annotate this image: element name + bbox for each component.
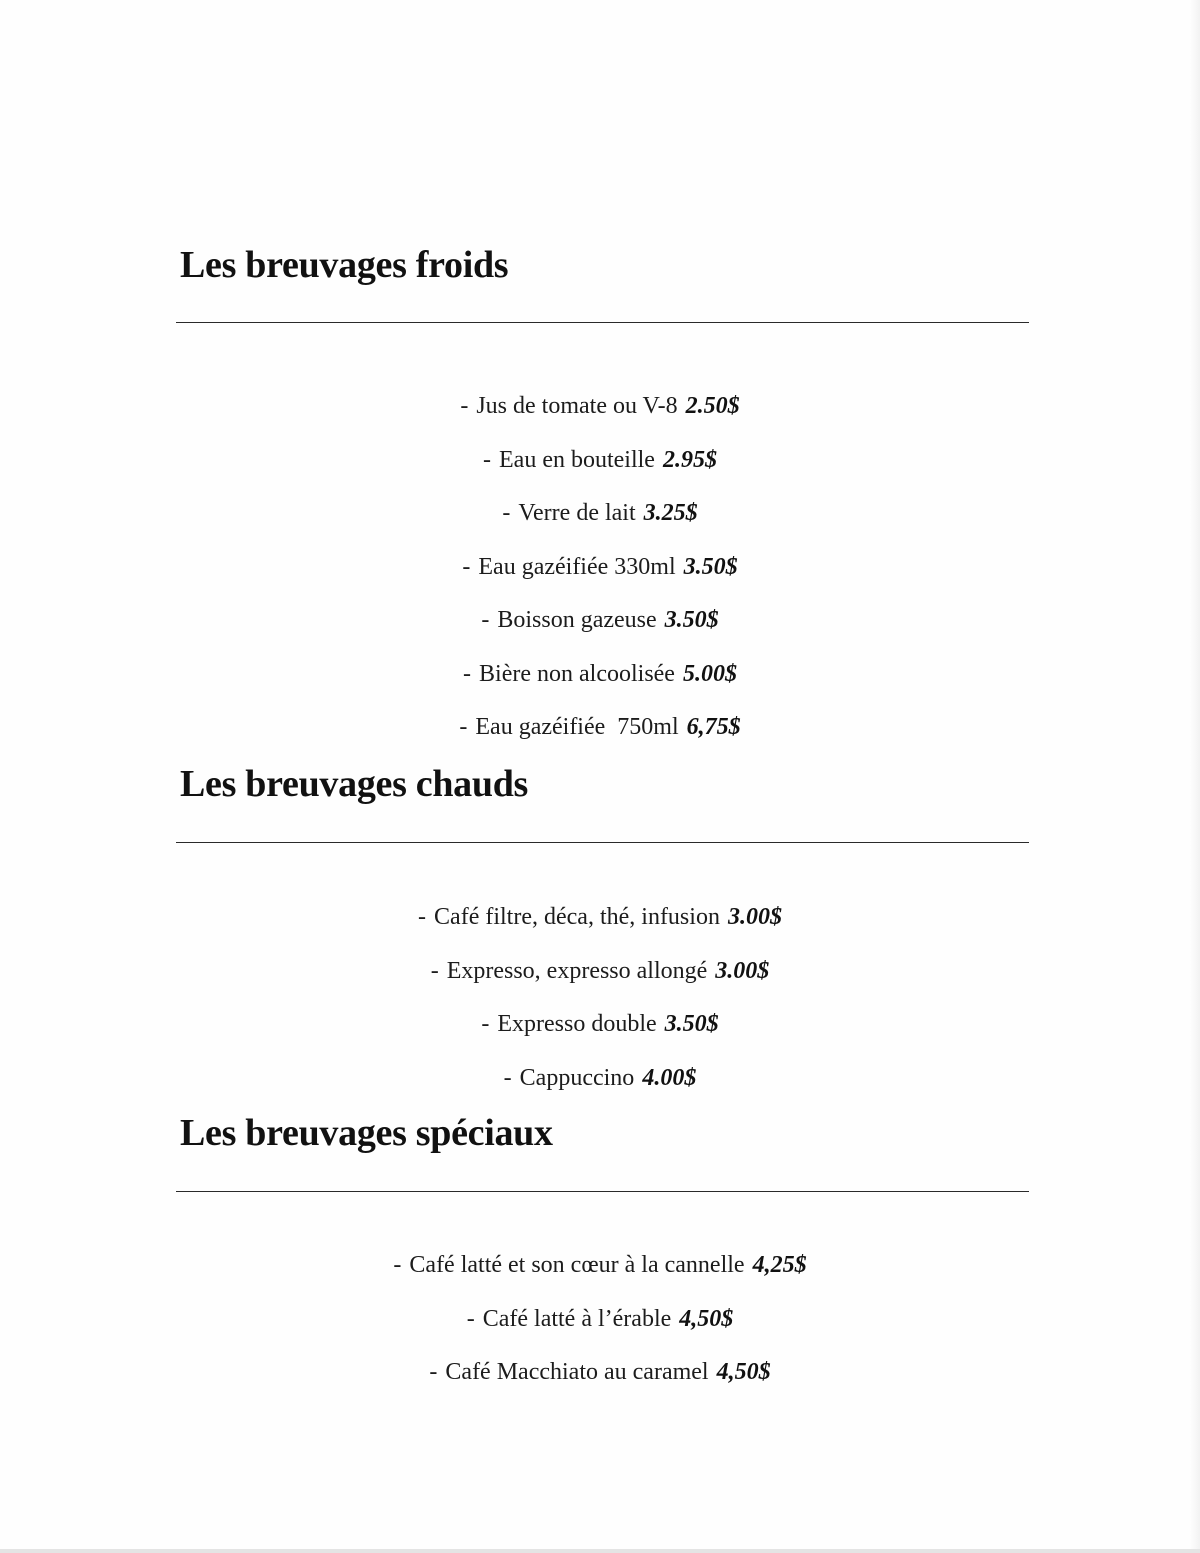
item-price: 4,50$	[716, 1359, 771, 1385]
item-price: 4.00$	[642, 1064, 697, 1091]
item-price: 3.25$	[643, 500, 698, 526]
item-price: 4,25$	[752, 1252, 807, 1278]
section-title: Les breuvages chauds	[180, 763, 529, 805]
item-dash: -	[483, 446, 492, 473]
menu-item	[0, 1293, 1200, 1347]
menu-item	[0, 891, 1200, 945]
item-name: Cappuccino	[519, 1064, 635, 1091]
item-dash: -	[462, 553, 471, 580]
item-dash: -	[460, 393, 469, 419]
menu-item	[0, 648, 1200, 702]
menu-item	[0, 594, 1200, 648]
item-price: 5.00$	[682, 660, 737, 687]
menu-list	[0, 1239, 1200, 1400]
item-name: Expresso, expresso allongé	[446, 957, 708, 984]
section-divider	[176, 322, 1029, 323]
item-dash: -	[418, 904, 427, 930]
item-name: Café filtre, déca, thé, infusion	[434, 904, 720, 930]
item-name: Verre de lait	[518, 500, 636, 526]
item-dash: -	[459, 714, 468, 740]
section-divider	[176, 1191, 1029, 1192]
item-name: Eau gazéifiée 750ml	[475, 714, 679, 740]
item-dash: -	[393, 1252, 402, 1278]
item-price: 3.50$	[664, 607, 719, 633]
item-dash: -	[429, 1359, 438, 1385]
item-price: 3.50$	[664, 1011, 719, 1037]
item-name: Eau en bouteille	[499, 446, 655, 473]
item-name: Bière non alcoolisée	[479, 660, 675, 687]
menu-item	[0, 541, 1200, 595]
item-dash: -	[463, 660, 472, 687]
menu-item	[0, 1346, 1200, 1400]
item-name: Eau gazéifiée 330ml	[478, 553, 676, 580]
menu-item	[0, 998, 1200, 1052]
item-name: Café latté à l’érable	[482, 1305, 672, 1332]
menu-item	[0, 380, 1200, 434]
item-dash: -	[481, 607, 490, 633]
item-name: Café latté et son cœur à la cannelle	[409, 1252, 745, 1278]
menu-list	[0, 891, 1200, 1105]
item-price: 2.95$	[662, 446, 717, 473]
item-price: 2.50$	[685, 393, 740, 419]
item-dash: -	[481, 1011, 490, 1037]
item-price: 3.00$	[715, 957, 770, 984]
menu-item	[0, 945, 1200, 999]
item-name: Boisson gazeuse	[497, 607, 657, 633]
item-price: 4,50$	[679, 1305, 734, 1332]
menu-item	[0, 1239, 1200, 1293]
menu-item	[0, 701, 1200, 755]
menu-item	[0, 487, 1200, 541]
section-title: Les breuvages froids	[180, 244, 509, 286]
section-divider	[176, 842, 1029, 843]
menu-item	[0, 434, 1200, 488]
item-name: Expresso double	[497, 1011, 657, 1037]
item-name: Jus de tomate ou V-8	[476, 393, 678, 419]
page-bottom-edge	[0, 1549, 1200, 1553]
item-dash: -	[430, 957, 439, 984]
item-dash: -	[503, 1064, 512, 1091]
item-price: 3.50$	[683, 553, 738, 580]
menu-item	[0, 1052, 1200, 1106]
section-title: Les breuvages spéciaux	[180, 1112, 553, 1154]
item-price: 3.00$	[727, 904, 782, 930]
item-dash: -	[466, 1305, 475, 1332]
item-price: 6,75$	[686, 714, 741, 740]
item-name: Café Macchiato au caramel	[445, 1359, 709, 1385]
menu-list	[0, 380, 1200, 755]
item-dash: -	[502, 500, 511, 526]
